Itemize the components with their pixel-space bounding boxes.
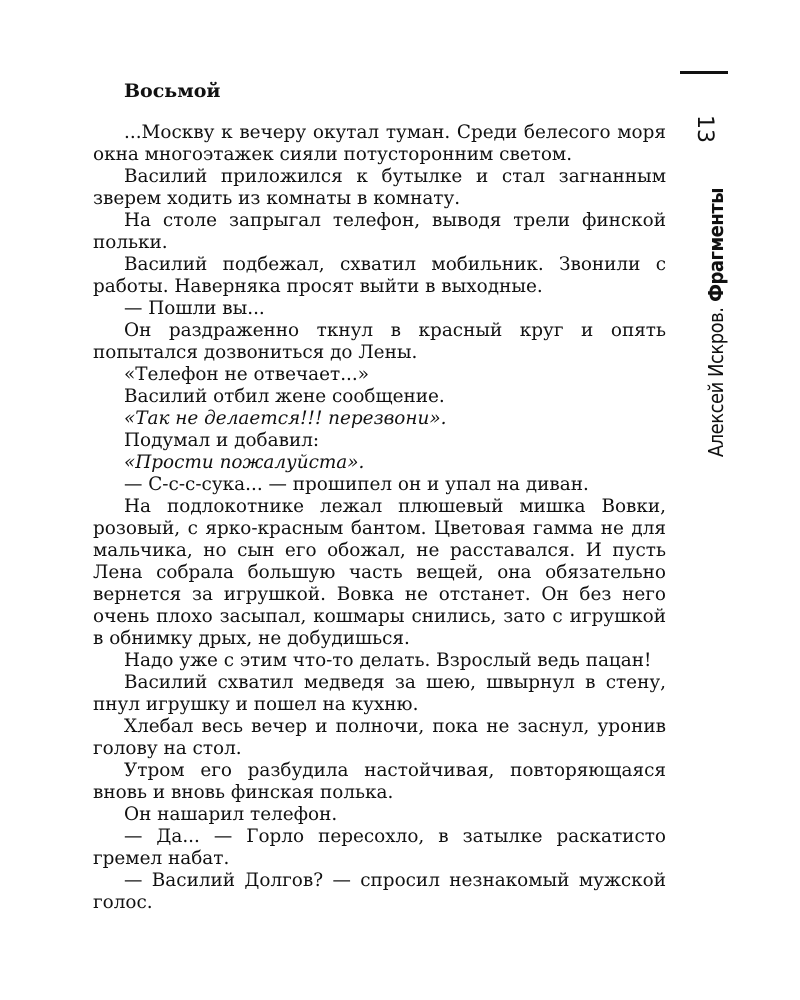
paragraph: Надо уже с этим что-то делать. Взрослый ведь пацан! xyxy=(124,650,652,671)
page-body xyxy=(93,78,666,914)
running-head-book-title: Фрагменты xyxy=(704,188,728,302)
running-head xyxy=(704,188,728,457)
paragraph: ...Москву к вечеру окутал туман. Среди белесого моря окна многоэтажек сияли потусторонним светом. xyxy=(93,122,666,165)
paragraph: Василий отбил жене сообщение. xyxy=(124,386,445,407)
paragraph: Василий приложился к бутылке и стал загнанным зверем ходить из комнаты в комнату. xyxy=(93,166,666,209)
header-rule xyxy=(680,71,728,74)
chapter-title: Восьмой xyxy=(124,80,221,102)
paragraph: Утром его разбудила настойчивая, повторяющаяся вновь и вновь финская полька. xyxy=(93,760,666,803)
running-head-author: Алексей Искров. xyxy=(704,307,728,458)
paragraph-italic-message: «Так не делается!!! перезвони». xyxy=(124,408,447,429)
paragraph: Подумал и добавил: xyxy=(124,430,320,451)
paragraph: Василий подбежал, схватил мобильник. Звонили с работы. Наверняка просят выйти в выходные. xyxy=(93,254,666,297)
paragraph: — Да... — Горло пересохло, в затылке раскатисто гремел набат. xyxy=(93,826,666,869)
paragraph: Хлебал весь вечер и полночи, пока не заснул, уронив голову на стол. xyxy=(93,716,666,759)
paragraph: — С-с-с-сука... — прошипел он и упал на диван. xyxy=(124,474,589,495)
paragraph: На подлокотнике лежал плюшевый мишка Вовки, розовый, с ярко-красным бантом. Цветовая гамма не для мальчика, но сын его обожал, не расставался. И пусть Лена собрала большую часть вещей, она обязательно вернется за игрушкой. Вовка не отстанет. Он без него очень плохо засыпал, кошмары снились, зато с игрушкой в обнимку дрых, не добудишься. xyxy=(93,496,666,649)
paragraph: — Василий Долгов? — спросил незнакомый мужской голос. xyxy=(93,870,666,913)
paragraph: На столе запрыгал телефон, выводя трели финской польки. xyxy=(93,210,666,253)
paragraph: «Телефон не отвечает...» xyxy=(124,364,369,385)
paragraph: — Пошли вы... xyxy=(124,298,265,319)
paragraph: Он нашарил телефон. xyxy=(124,804,338,825)
page-number: 13 xyxy=(692,115,717,143)
paragraph: Он раздраженно ткнул в красный круг и опять попытался дозвониться до Лены. xyxy=(93,320,666,363)
paragraph: Василий схватил медведя за шею, швырнул в стену, пнул игрушку и пошел на кухню. xyxy=(93,672,666,715)
paragraph-italic-message: «Прости пожалуйста». xyxy=(124,452,365,473)
